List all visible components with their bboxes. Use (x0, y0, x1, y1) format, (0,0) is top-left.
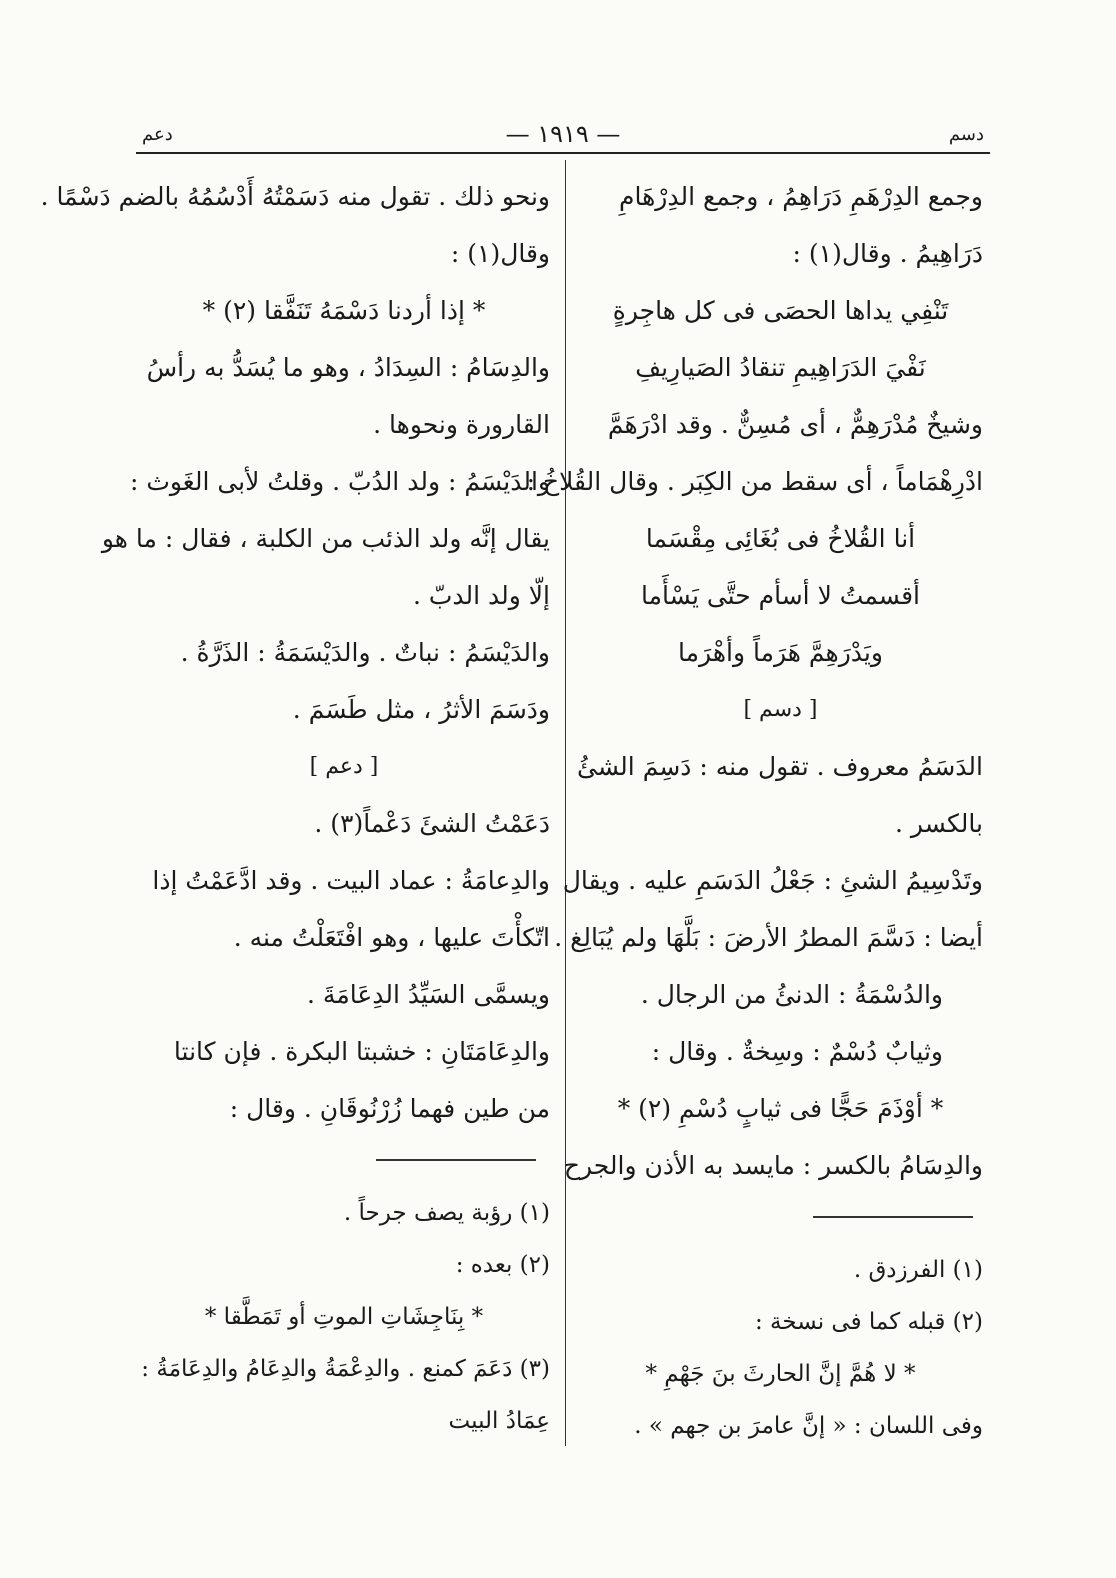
verse-line: * أوْذَمَ حَجًّا فى ثيابٍ دُسْمِ (٢) * (617, 1094, 944, 1123)
page-header (136, 118, 990, 154)
text-line: بالكسر . (895, 809, 983, 838)
text-line: والدِعامَةُ : عماد البيت . وقد ادَّعَمْتُ إذا (152, 866, 550, 895)
verse-line: نَفْيَ الدَرَاهِيمِ تنقادُ الصَيارِيفِ (635, 353, 926, 382)
text-line: من طين فهما زُرْنُوقَانِ . وقال : (229, 1094, 550, 1123)
footnote: (١) رؤبة يصف جرحاً . (343, 1200, 550, 1226)
text-line: وثيابٌ دُسْمٌ : وسِخةٌ . وقال : (651, 1037, 943, 1066)
text-line: دَعَمْتُ الشئَ دَعْماً(٣) . (314, 809, 550, 838)
column-divider (565, 160, 566, 1446)
footnote-rule (376, 1159, 536, 1161)
entry-heading: [ دسم ] (743, 697, 818, 722)
footnote: (٢) بعده : (455, 1252, 550, 1278)
text-line: وجمع الدِرْهَمِ دَرَاهِمُ ، وجمع الدِرْهَامِ (619, 182, 983, 211)
verse-line: أنا القُلاخُ فى بُغَائِى مِقْسَما (645, 524, 916, 553)
text-line: وشيخٌ مُدْرَهِمٌّ ، أى مُسِنٌّ . وقد ادْرَهَمَّ (607, 410, 983, 439)
text-line: والدِسَامُ : السِدَادُ ، وهو ما يُسَدُّ به رأسُ (146, 353, 550, 382)
footnote: وفى اللسان : « إنَّ عامرَ بن جهم » . (634, 1413, 983, 1439)
footnote-verse: * لا هُمَّ إنَّ الحارثَ بنَ جَهْمِ * (645, 1361, 916, 1387)
entry-heading: [ دعم ] (309, 754, 379, 779)
footnote-verse: * بِنَاجِشَاتِ الموتِ أو تَمَطَّقا * (204, 1304, 484, 1330)
verse-line: تَنْفِي يداها الحصَى فى كل هاجِرةٍ (612, 296, 949, 325)
text-line: والدَيْسَمُ : ولد الدُبّ . وقلتُ لأبى الغَوث : (129, 467, 550, 496)
text-line: والدُسْمَةُ : الدنئُ من الرجال . (640, 980, 943, 1009)
text-line: اتّكأْتَ عليها ، وهو افْتَعَلْتُ منه . (233, 923, 550, 952)
text-line: ونحو ذلك . تقول منه دَسَمْتُهُ أَدْسُمُهُ بالضم دَسْمًا . (40, 182, 550, 211)
text-line: ودَسَمَ الأثرُ ، مثل طَسَمَ . (292, 695, 550, 724)
verse-line: * إذا أردنا دَسْمَهُ تَنَفَّقا (٢) * (202, 296, 486, 325)
text-line: والدِعَامَتَانِ : خشبتا البكرة . فإن كانتا (173, 1037, 550, 1066)
footnote: (٢) قبله كما فى نسخة : (754, 1309, 983, 1335)
footnote: عِمَادُ البيت (448, 1408, 550, 1434)
text-line: أيضا : دَسَّمَ المطرُ الأرضَ : بَلَّهَا ولم يُبَالِغ . (554, 923, 983, 952)
header-root-left: دعم (142, 124, 173, 145)
text-line: والدِسَامُ بالكسر : مايسد به الأذن والجرح (563, 1151, 983, 1180)
text-line: والدَيْسَمُ : نباتٌ . والدَيْسَمَةُ : الذَرَّةُ . (180, 638, 550, 667)
verse-line: أقسمتُ لا أسأم حتَّى يَسْأَما (641, 581, 920, 610)
text-line: إلّا ولد الدبّ . (412, 581, 550, 610)
text-line: ويسمَّى السَيِّدُ الدِعَامَةَ . (307, 980, 550, 1009)
header-root-right: دسم (948, 124, 984, 145)
footnote-rule (813, 1216, 973, 1218)
left-column (40, 168, 550, 1438)
text-line: وقال(١) : (450, 239, 550, 268)
footnote: (١) الفرزدق . (853, 1257, 983, 1283)
text-line: الدَسَمُ معروف . تقول منه : دَسِمَ الشئُ (577, 752, 983, 781)
text-line: ادْرِهْمَاماً ، أى سقط من الكِبَر . وقال القُلاخُ : (526, 467, 983, 496)
page-number: — ١٩١٩ — (505, 120, 621, 148)
verse-line: ويَدْرَهِمَّ هَرَماً وأهْرَما (678, 638, 883, 667)
footnote: (٣) دَعَمَ كمنع . والدِعْمَةُ والدِعَامُ والدِعَامَةُ : (141, 1356, 550, 1382)
text-line: وتَدْسِيمُ الشئِ : جَعْلُ الدَسَمِ عليه . ويقال (562, 866, 983, 895)
text-line: يقال إنَّه ولد الذئب من الكلبة ، فقال : ما هو (101, 524, 550, 553)
text-line: القارورة ونحوها . (373, 410, 550, 439)
text-line: دَرَاهِيمُ . وقال(١) : (792, 239, 983, 268)
right-column (526, 168, 983, 1439)
